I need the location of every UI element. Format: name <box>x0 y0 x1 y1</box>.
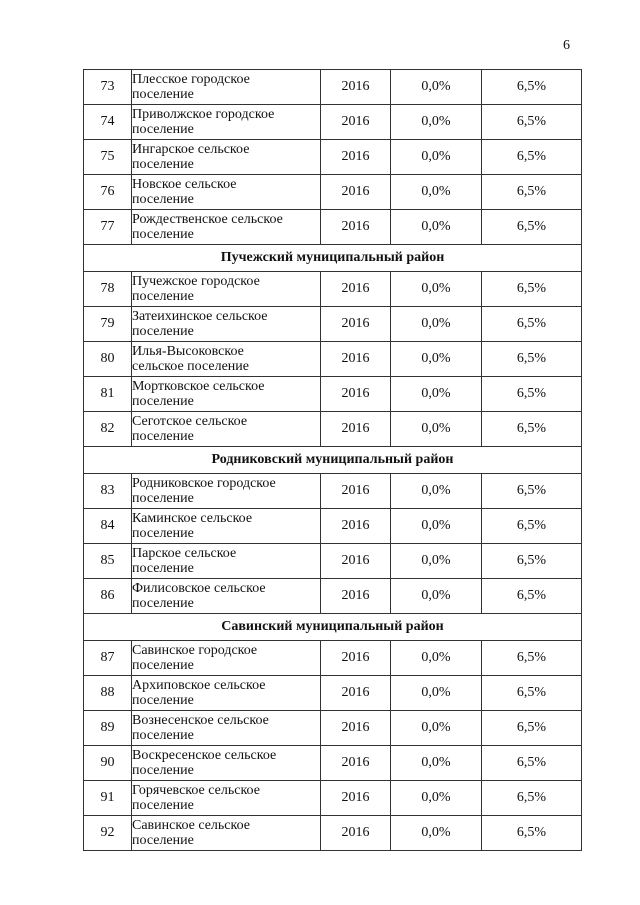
settlement-name <box>132 474 321 509</box>
table-row <box>84 579 582 614</box>
settlement-name-line1: Плесское городское <box>132 72 250 87</box>
table-row <box>84 140 582 175</box>
rate-cell-2: 6,5% <box>482 307 582 342</box>
rate-cell-1: 0,0% <box>391 641 482 676</box>
table-row <box>84 746 582 781</box>
settlement-name-line1: Затеихинское сельское <box>132 309 268 324</box>
year-cell: 2016 <box>321 509 391 544</box>
settlement-name-line1: Горячевское сельское <box>132 783 260 798</box>
table-row <box>84 175 582 210</box>
table-row <box>84 412 582 447</box>
table-row <box>84 307 582 342</box>
rate-cell-2: 6,5% <box>482 781 582 816</box>
settlement-name-line2: поселение <box>132 289 194 304</box>
table-body <box>84 70 582 851</box>
table-row <box>84 509 582 544</box>
settlement-name-line2: поселение <box>132 526 194 541</box>
settlement-name-line1: Парское сельское <box>132 546 237 561</box>
settlement-name-line2: поселение <box>132 491 194 506</box>
table-row <box>84 377 582 412</box>
settlement-name-line1: Родниковское городское <box>132 476 276 491</box>
year-cell: 2016 <box>321 781 391 816</box>
settlement-name-line2: поселение <box>132 192 194 207</box>
district-title: Родниковский муниципальный район <box>84 447 582 474</box>
settlement-name <box>132 711 321 746</box>
year-cell: 2016 <box>321 377 391 412</box>
rate-cell-2: 6,5% <box>482 377 582 412</box>
district-title: Савинский муниципальный район <box>84 614 582 641</box>
settlement-name-line1: Новское сельское <box>132 177 237 192</box>
settlement-name <box>132 210 321 245</box>
settlements-table <box>83 69 582 851</box>
settlement-name-line1: Илья-Высоковское <box>132 344 244 359</box>
rate-cell-2: 6,5% <box>482 140 582 175</box>
rate-cell-1: 0,0% <box>391 70 482 105</box>
row-number: 84 <box>84 509 132 544</box>
table-row <box>84 70 582 105</box>
rate-cell-1: 0,0% <box>391 105 482 140</box>
row-number: 79 <box>84 307 132 342</box>
row-number: 74 <box>84 105 132 140</box>
year-cell: 2016 <box>321 175 391 210</box>
row-number: 76 <box>84 175 132 210</box>
settlement-name <box>132 579 321 614</box>
settlement-name <box>132 377 321 412</box>
settlement-name <box>132 816 321 851</box>
year-cell: 2016 <box>321 342 391 377</box>
year-cell: 2016 <box>321 816 391 851</box>
settlement-name <box>132 272 321 307</box>
settlement-name-line2: поселение <box>132 763 194 778</box>
rate-cell-2: 6,5% <box>482 746 582 781</box>
settlement-name <box>132 641 321 676</box>
settlement-name-line2: поселение <box>132 561 194 576</box>
rate-cell-1: 0,0% <box>391 412 482 447</box>
year-cell: 2016 <box>321 307 391 342</box>
rate-cell-2: 6,5% <box>482 105 582 140</box>
settlement-name-line2: поселение <box>132 798 194 813</box>
row-number: 91 <box>84 781 132 816</box>
row-number: 90 <box>84 746 132 781</box>
settlement-name <box>132 412 321 447</box>
settlement-name-line2: поселение <box>132 833 194 848</box>
year-cell: 2016 <box>321 544 391 579</box>
year-cell: 2016 <box>321 210 391 245</box>
rate-cell-1: 0,0% <box>391 210 482 245</box>
rate-cell-2: 6,5% <box>482 210 582 245</box>
rate-cell-1: 0,0% <box>391 474 482 509</box>
row-number: 75 <box>84 140 132 175</box>
year-cell: 2016 <box>321 579 391 614</box>
row-number: 81 <box>84 377 132 412</box>
rate-cell-1: 0,0% <box>391 544 482 579</box>
rate-cell-1: 0,0% <box>391 307 482 342</box>
table-row <box>84 711 582 746</box>
table-row <box>84 272 582 307</box>
year-cell: 2016 <box>321 711 391 746</box>
year-cell: 2016 <box>321 140 391 175</box>
rate-cell-2: 6,5% <box>482 676 582 711</box>
settlement-name <box>132 342 321 377</box>
rate-cell-1: 0,0% <box>391 746 482 781</box>
year-cell: 2016 <box>321 676 391 711</box>
rate-cell-2: 6,5% <box>482 579 582 614</box>
rate-cell-2: 6,5% <box>482 70 582 105</box>
settlement-name <box>132 781 321 816</box>
rate-cell-1: 0,0% <box>391 342 482 377</box>
settlement-name-line2: поселение <box>132 324 194 339</box>
row-number: 88 <box>84 676 132 711</box>
settlement-name <box>132 676 321 711</box>
row-number: 85 <box>84 544 132 579</box>
rate-cell-1: 0,0% <box>391 175 482 210</box>
settlement-name-line1: Рождественское сельское <box>132 212 283 227</box>
settlement-name <box>132 140 321 175</box>
settlement-name-line1: Каминское сельское <box>132 511 253 526</box>
row-number: 78 <box>84 272 132 307</box>
rate-cell-2: 6,5% <box>482 342 582 377</box>
settlement-name-line2: сельское поселение <box>132 359 249 374</box>
rate-cell-2: 6,5% <box>482 509 582 544</box>
settlement-name-line2: поселение <box>132 693 194 708</box>
district-title: Пучежский муниципальный район <box>84 245 582 272</box>
settlement-name-line2: поселение <box>132 596 194 611</box>
settlement-name-line2: поселение <box>132 658 194 673</box>
settlement-name-line1: Архиповское сельское <box>132 678 266 693</box>
settlement-name-line2: поселение <box>132 227 194 242</box>
settlement-name <box>132 175 321 210</box>
year-cell: 2016 <box>321 105 391 140</box>
year-cell: 2016 <box>321 272 391 307</box>
rate-cell-2: 6,5% <box>482 272 582 307</box>
settlement-name-line2: поселение <box>132 157 194 172</box>
table-row <box>84 544 582 579</box>
settlement-name-line2: поселение <box>132 429 194 444</box>
row-number: 82 <box>84 412 132 447</box>
rate-cell-2: 6,5% <box>482 412 582 447</box>
row-number: 92 <box>84 816 132 851</box>
year-cell: 2016 <box>321 746 391 781</box>
settlement-name-line2: поселение <box>132 728 194 743</box>
row-number: 87 <box>84 641 132 676</box>
settlement-name <box>132 105 321 140</box>
settlement-name-line1: Ингарское сельское <box>132 142 250 157</box>
table-row <box>84 641 582 676</box>
settlement-name-line1: Мортковское сельское <box>132 379 265 394</box>
rate-cell-2: 6,5% <box>482 641 582 676</box>
settlement-name-line1: Савинское городское <box>132 643 258 658</box>
table-row <box>84 342 582 377</box>
settlement-name-line1: Приволжское городское <box>132 107 275 122</box>
settlement-name <box>132 746 321 781</box>
rate-cell-1: 0,0% <box>391 676 482 711</box>
year-cell: 2016 <box>321 474 391 509</box>
page-number: 6 <box>563 38 570 53</box>
rate-cell-2: 6,5% <box>482 816 582 851</box>
settlement-name-line1: Савинское сельское <box>132 818 250 833</box>
settlement-name-line2: поселение <box>132 122 194 137</box>
settlement-name <box>132 544 321 579</box>
settlement-name-line1: Сеготское сельское <box>132 414 248 429</box>
row-number: 73 <box>84 70 132 105</box>
settlement-name-line2: поселение <box>132 87 194 102</box>
rate-cell-2: 6,5% <box>482 175 582 210</box>
settlement-name-line1: Вознесенское сельское <box>132 713 269 728</box>
rate-cell-1: 0,0% <box>391 579 482 614</box>
rate-cell-1: 0,0% <box>391 781 482 816</box>
table-row <box>84 816 582 851</box>
rate-cell-1: 0,0% <box>391 377 482 412</box>
settlement-name-line1: Пучежское городское <box>132 274 260 289</box>
rate-cell-2: 6,5% <box>482 544 582 579</box>
district-header-row <box>84 614 582 641</box>
table-row <box>84 474 582 509</box>
rate-cell-1: 0,0% <box>391 272 482 307</box>
settlement-name <box>132 307 321 342</box>
year-cell: 2016 <box>321 641 391 676</box>
year-cell: 2016 <box>321 412 391 447</box>
table-row <box>84 210 582 245</box>
row-number: 86 <box>84 579 132 614</box>
district-header-row <box>84 447 582 474</box>
table-row <box>84 105 582 140</box>
settlement-name-line1: Воскресенское сельское <box>132 748 277 763</box>
table-row <box>84 676 582 711</box>
settlement-name-line1: Филисовское сельское <box>132 581 266 596</box>
district-header-row <box>84 245 582 272</box>
rate-cell-1: 0,0% <box>391 711 482 746</box>
row-number: 80 <box>84 342 132 377</box>
rate-cell-2: 6,5% <box>482 711 582 746</box>
rate-cell-1: 0,0% <box>391 816 482 851</box>
row-number: 77 <box>84 210 132 245</box>
settlement-name-line2: поселение <box>132 394 194 409</box>
row-number: 89 <box>84 711 132 746</box>
table-row <box>84 781 582 816</box>
rate-cell-1: 0,0% <box>391 140 482 175</box>
rate-cell-2: 6,5% <box>482 474 582 509</box>
row-number: 83 <box>84 474 132 509</box>
rate-cell-1: 0,0% <box>391 509 482 544</box>
year-cell: 2016 <box>321 70 391 105</box>
settlement-name <box>132 70 321 105</box>
settlement-name <box>132 509 321 544</box>
